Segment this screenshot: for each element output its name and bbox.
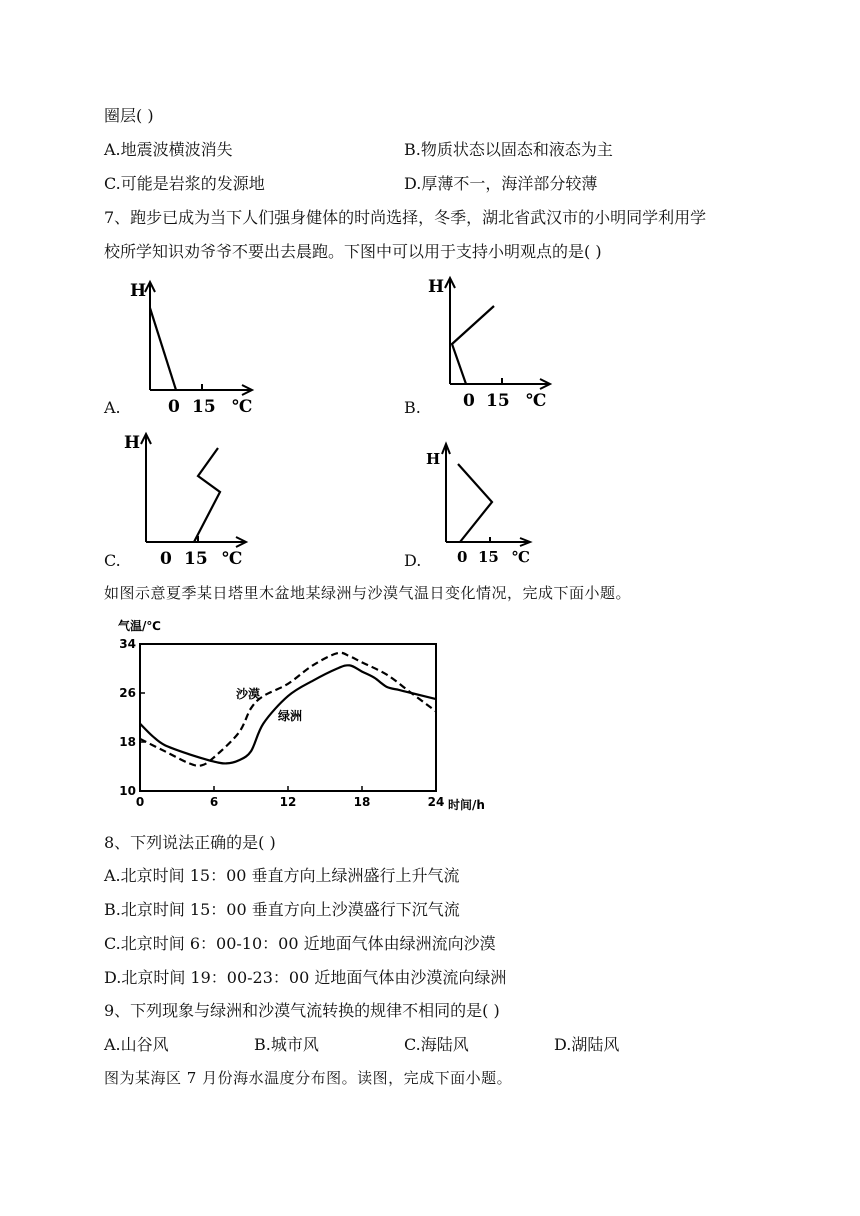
x-tick-label-0: 0 [135,795,145,809]
q8-option-d: D.北京时间 19：00-23：00 近地面气体由沙漠流向绿洲 [104,968,507,987]
q9-option-c: C.海陆风 [404,1035,469,1054]
q6-option-b: B.物质状态以固态和液态为主 [404,140,613,159]
temperature-chart [108,614,508,818]
graph-a-tick-0: 0 [168,397,180,417]
legend-desert-label: 沙漠 [236,687,261,701]
graph-a-curve [150,308,176,390]
q6-option-a: A.地震波横波消失 [104,140,233,159]
x-tick-label-6: 6 [209,795,219,809]
graph-c-tick-unit: ℃ [222,549,243,569]
x-tick-label-24: 24 [427,795,445,809]
q9-option-d: D.湖陆风 [554,1035,620,1054]
graph-c-curve [194,448,220,542]
graph-b-curve [452,306,494,384]
q9-stem: 9、下列现象与绿洲和沙漠气流转换的规律不相同的是( ) [104,1001,500,1020]
q7-graph-c [118,428,268,568]
y-tick-label-18: 18 [119,735,136,749]
graph-c-tick-0: 0 [160,549,172,569]
q7-graph-a [118,278,268,418]
q9-option-b: B.城市风 [254,1035,319,1054]
chart-y-label: 气温/℃ [118,619,161,633]
graph-d-tick-unit: ℃ [512,548,530,566]
y-tick-label-26: 26 [119,686,136,700]
q9-option-a: A.山谷风 [104,1035,169,1054]
q7-stem-line1: 7、跑步已成为当下人们强身健体的时尚选择，冬季，湖北省武汉市的小明同学利用学 [104,208,707,227]
q8-stem: 8、下列说法正确的是( ) [104,833,276,852]
q7-graph-b [420,272,570,412]
x-tick-label-12: 12 [279,795,297,809]
intro-q8-q9: 如图示意夏季某日塔里木盆地某绿洲与沙漠气温日变化情况，完成下面小题。 [104,584,632,602]
y-tick-label-10: 10 [119,784,136,798]
q7-option-a: A. [104,398,121,417]
graph-c-y-label: H [124,433,141,453]
q7-graph-d [424,436,544,568]
q8-option-c: C.北京时间 6：00-10：00 近地面气体由绿洲流向沙漠 [104,934,496,953]
y-tick-label-34: 34 [119,637,136,651]
graph-b-tick-unit: ℃ [526,391,547,411]
legend-oasis-label: 绿洲 [278,709,303,723]
graph-a-y-label: H [130,281,147,301]
graph-d-tick-0: 0 [457,548,468,566]
q8-option-b: B.北京时间 15：00 垂直方向上沙漠盛行下沉气流 [104,900,460,919]
graph-d-curve [458,464,492,542]
graph-c-tick-15: 15 [184,549,208,569]
chart-x-label: 时间/h [448,798,485,812]
q7-option-d: D. [404,551,422,570]
graph-d-tick-15: 15 [478,548,499,566]
graph-b-y-label: H [428,277,445,297]
graph-d-y-label: H [426,450,441,468]
q6-option-d: D.厚薄不一，海洋部分较薄 [404,174,598,193]
q6-stem-tail: 圈层( ) [104,106,154,125]
graph-a-tick-15: 15 [192,397,216,417]
graph-a-tick-unit: ℃ [232,397,253,417]
q7-stem-line2: 校所学知识劝爷爷不要出去晨跑。下图中可以用于支持小明观点的是( ) [104,242,602,261]
q7-option-b: B. [404,398,421,417]
x-tick-label-18: 18 [353,795,371,809]
q6-option-c: C.可能是岩浆的发源地 [104,174,265,193]
graph-b-tick-15: 15 [486,391,510,411]
q7-option-c: C. [104,551,121,570]
graph-b-tick-0: 0 [463,391,475,411]
q8-option-a: A.北京时间 15：00 垂直方向上绿洲盛行上升气流 [104,866,460,885]
intro-next-questions: 图为某海区 7 月份海水温度分布图。读图，完成下面小题。 [104,1069,513,1087]
